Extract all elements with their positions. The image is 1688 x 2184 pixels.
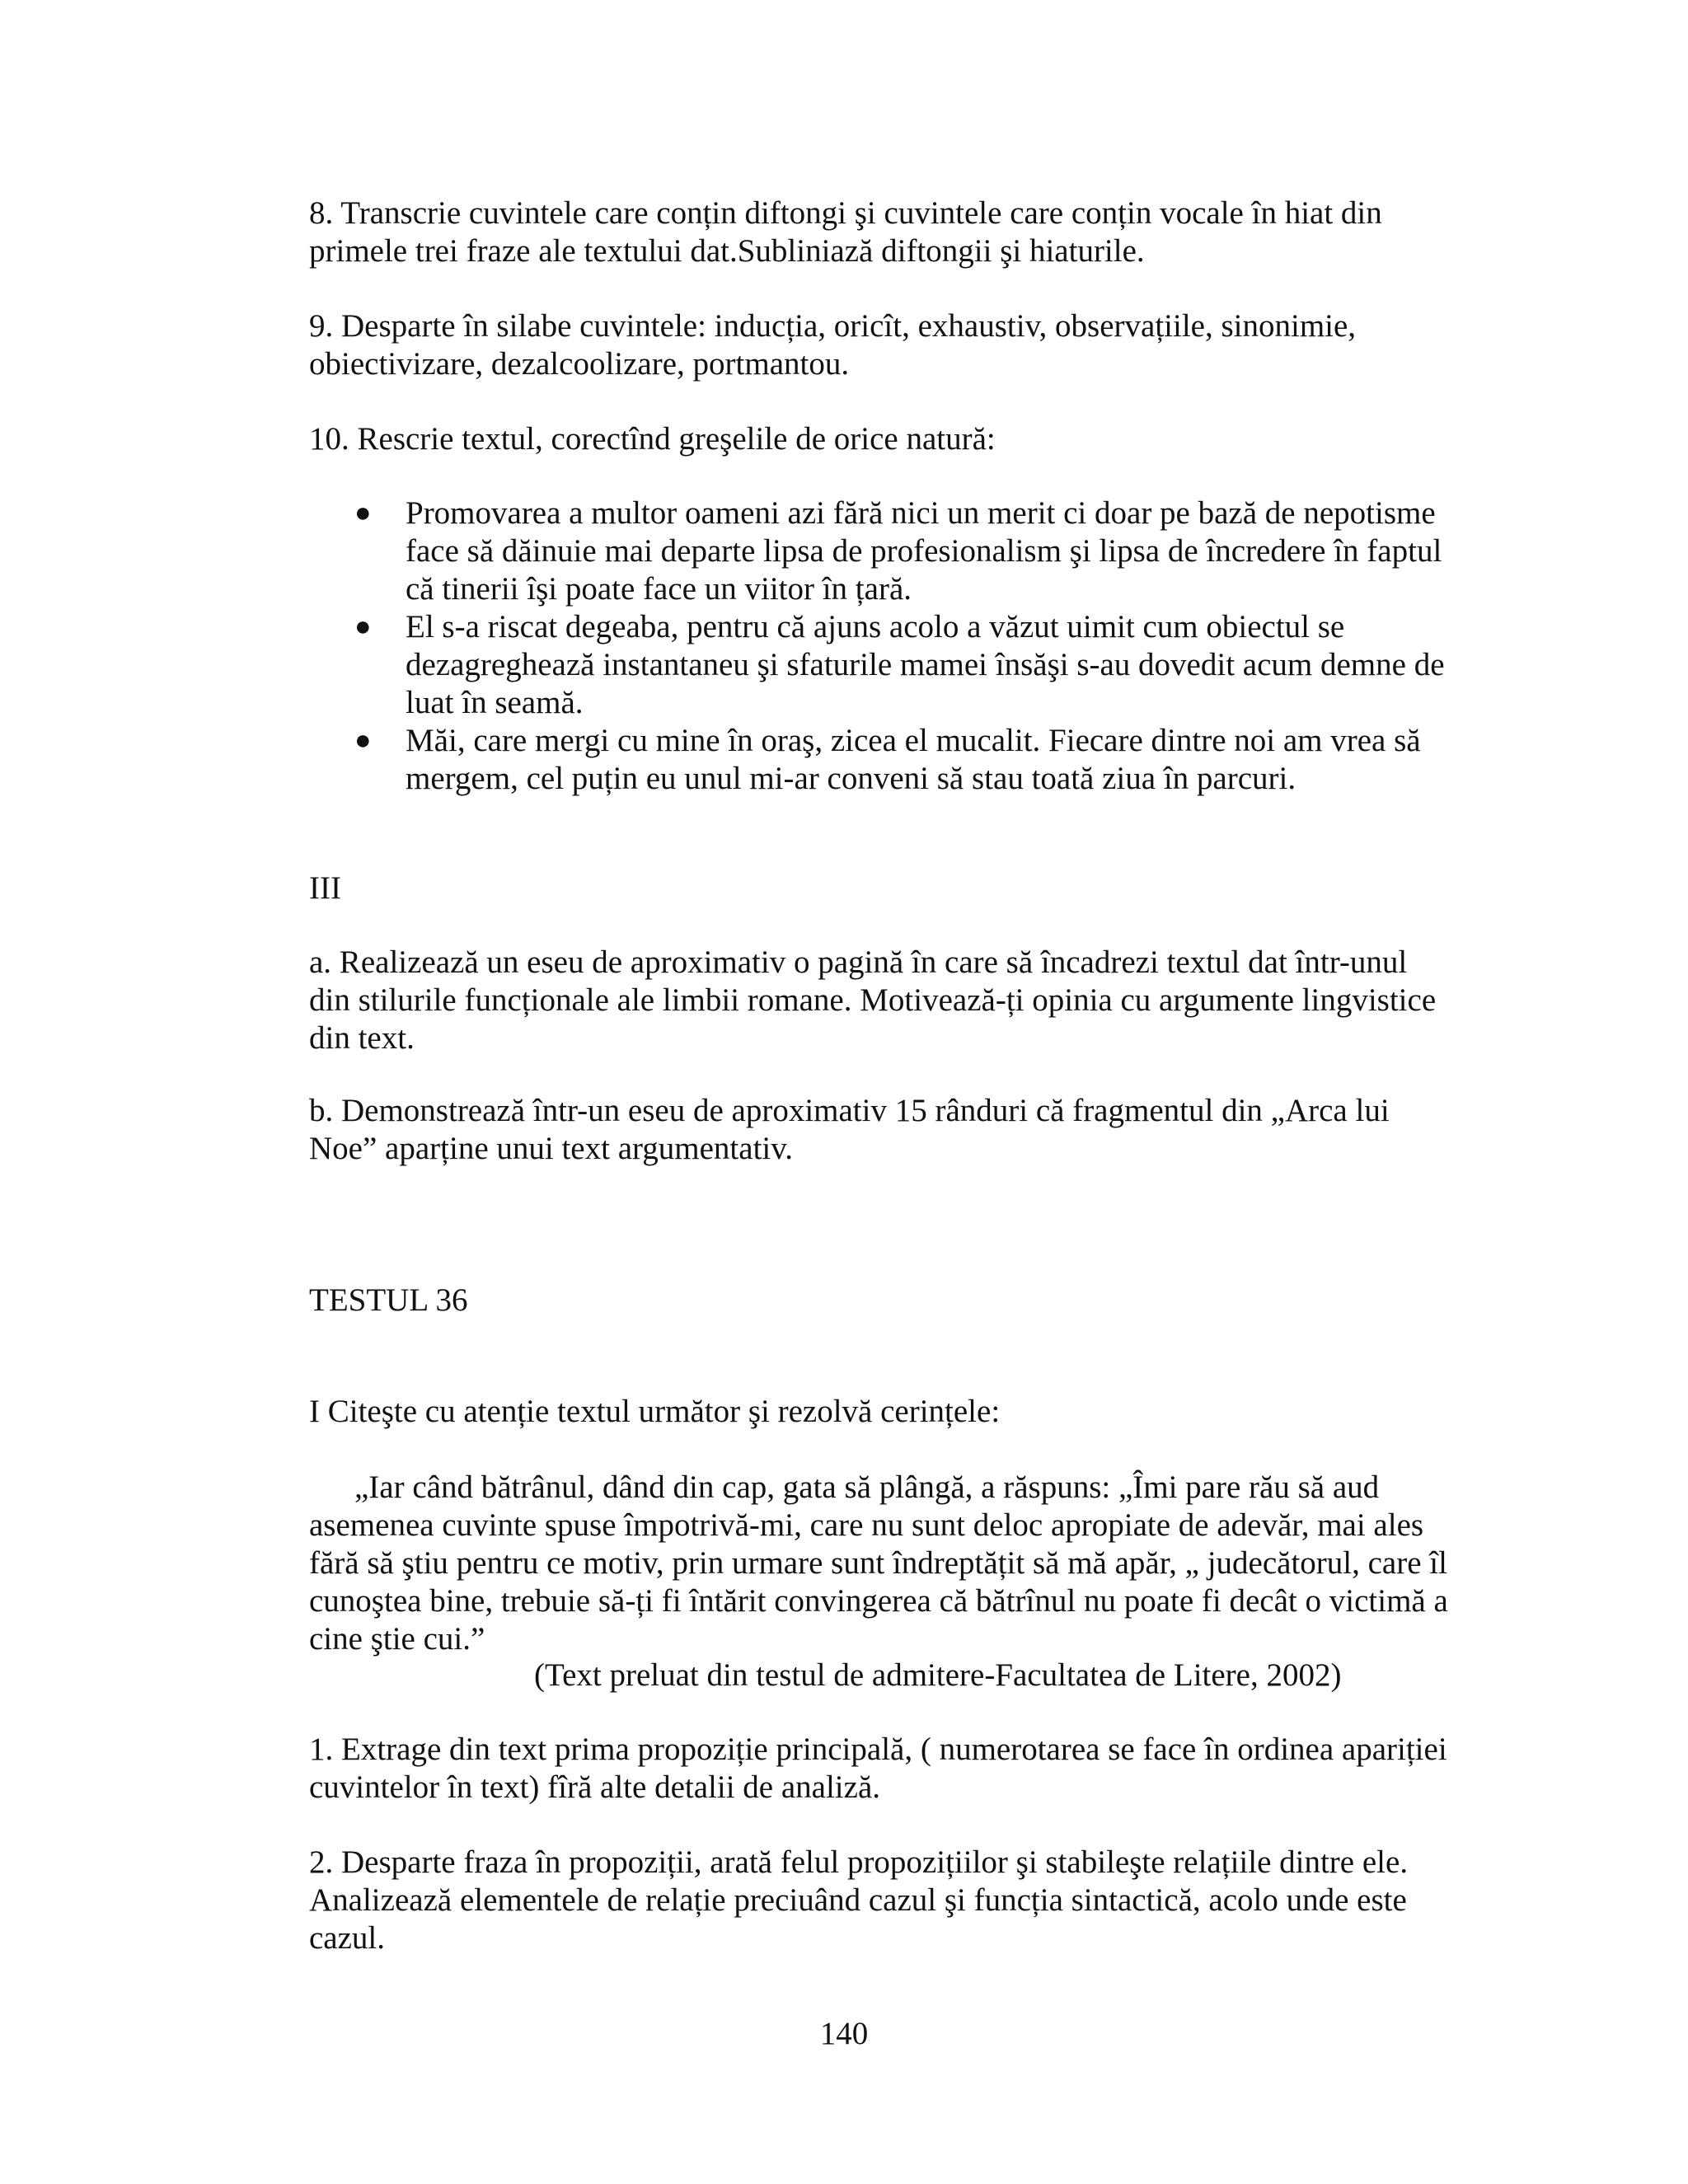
quote-source: (Text preluat din testul de admitere-Facultatea de Litere, 2002) — [534, 1657, 1342, 1693]
bullet-line: Promovarea a multor oameni azi fără nici un merit ci doar pe bază de nepotisme — [406, 495, 1436, 531]
test-question-2 — [309, 1844, 1479, 1957]
q8-line-2: primele trei fraze ale textului dat.Subliniază diftongii şi hiaturile. — [309, 233, 1145, 269]
bullet-line: Măi, care mergi cu mine în oraş, zicea el mucalit. Fiecare dintre noi am vrea să — [406, 723, 1421, 758]
question-9 — [309, 307, 1479, 383]
q9-line-2: obiectivizare, dezalcoolizare, portmantou. — [309, 346, 850, 382]
q9-line-1: 9. Desparte în silabe cuvintele: inducția, oricît, exhaustiv, observațiile, sinonimie, — [309, 308, 1357, 344]
section-3-heading: III — [309, 870, 341, 906]
bullet-item — [354, 722, 1484, 798]
bullet-line: luat în seamă. — [406, 685, 584, 720]
bullet-item — [354, 494, 1484, 608]
item-a-line: din stilurile funcționale ale limbii romane. Motivează-ți opinia cu argumente lingvistice — [309, 982, 1437, 1018]
bullet-line: El s-a riscat degeaba, pentru că ajuns acolo a văzut uimit cum obiectul se — [406, 609, 1345, 644]
quote-line: fără să ştiu pentru ce motiv, prin urmare sunt îndreptățit să mă apăr, „ judecătorul, care îl — [309, 1545, 1447, 1581]
bullet-dot-icon: ● — [354, 498, 372, 528]
question-10 — [309, 420, 1479, 458]
quote-line: cunoştea bine, trebuie să-ți fi întărit convingerea că bătrînul nu poate fi decât o victimă a — [309, 1583, 1448, 1619]
bullet-dot-icon: ● — [354, 725, 372, 756]
quote-line: „Iar când bătrânul, dând din cap, gata să plângă, a răspuns: „Îmi pare rău să aud — [354, 1469, 1380, 1505]
bullet-line: mergem, cel puțin eu unul mi-ar conveni să stau toată ziua în parcuri. — [406, 761, 1296, 796]
bullet-dot-icon: ● — [354, 612, 372, 642]
bullet-line: că tinerii îşi poate face un viitor în țară. — [406, 571, 912, 607]
q2-line: 2. Desparte fraza în propoziții, arată felul propozițiilor şi stabileşte relațiile dintre ele. — [309, 1844, 1409, 1880]
bullet-line: dezagreghează instantaneu şi sfaturile mamei însăşi s-au dovedit acum demne de — [406, 647, 1445, 682]
quoted-passage — [309, 1469, 1479, 1658]
instruction-text: I Citeşte cu atenție textul următor şi rezolvă cerințele: — [309, 1394, 1001, 1429]
question-8 — [309, 194, 1479, 270]
item-b-line: b. Demonstrează într-un eseu de aproximativ 15 rânduri că fragmentul din „Arca lui — [309, 1093, 1390, 1128]
q10-text: 10. Rescrie textul, corectînd greşelile de orice natură: — [309, 421, 996, 457]
page-number: 140 — [819, 2016, 869, 2051]
bullet-item — [354, 608, 1484, 722]
q8-line-1: 8. Transcrie cuvintele care conțin diftongi şi cuvintele care conțin vocale în hiat din — [309, 195, 1382, 231]
test-36-title: TESTUL 36 — [309, 1282, 468, 1318]
section-heading — [309, 869, 1479, 907]
quote-line: asemenea cuvinte spuse împotrivă-mi, care nu sunt deloc apropiate de adevăr, mai ales — [309, 1507, 1424, 1543]
q2-line: Analizează elementele de relație preciuând cazul şi funcția sintactică, acolo unde este — [309, 1882, 1407, 1918]
test-title — [309, 1282, 1479, 1319]
quote-line: cine ştie cui.” — [309, 1621, 485, 1657]
item-a-line: din text. — [309, 1020, 415, 1056]
section-3-item-b — [309, 1092, 1479, 1168]
item-b-line: Noe” aparține unui text argumentativ. — [309, 1131, 793, 1166]
item-a-line: a. Realizează un eseu de aproximativ o pagină în care să încadrezi textul dat într-unul — [309, 944, 1408, 980]
test-instruction — [309, 1393, 1479, 1431]
correction-bullet-list — [354, 494, 1484, 798]
test-question-1 — [309, 1731, 1479, 1807]
q1-line: 1. Extrage din text prima propoziție principală, ( numerotarea se face în ordinea apariției — [309, 1732, 1447, 1767]
q1-line: cuvintelor în text) fîră alte detalii de analiză. — [309, 1769, 881, 1805]
q2-line: cazul. — [309, 1920, 386, 1956]
section-3-item-a — [309, 944, 1479, 1057]
bullet-line: face să dăinuie mai departe lipsa de profesionalism şi lipsa de încredere în faptul — [406, 533, 1442, 569]
